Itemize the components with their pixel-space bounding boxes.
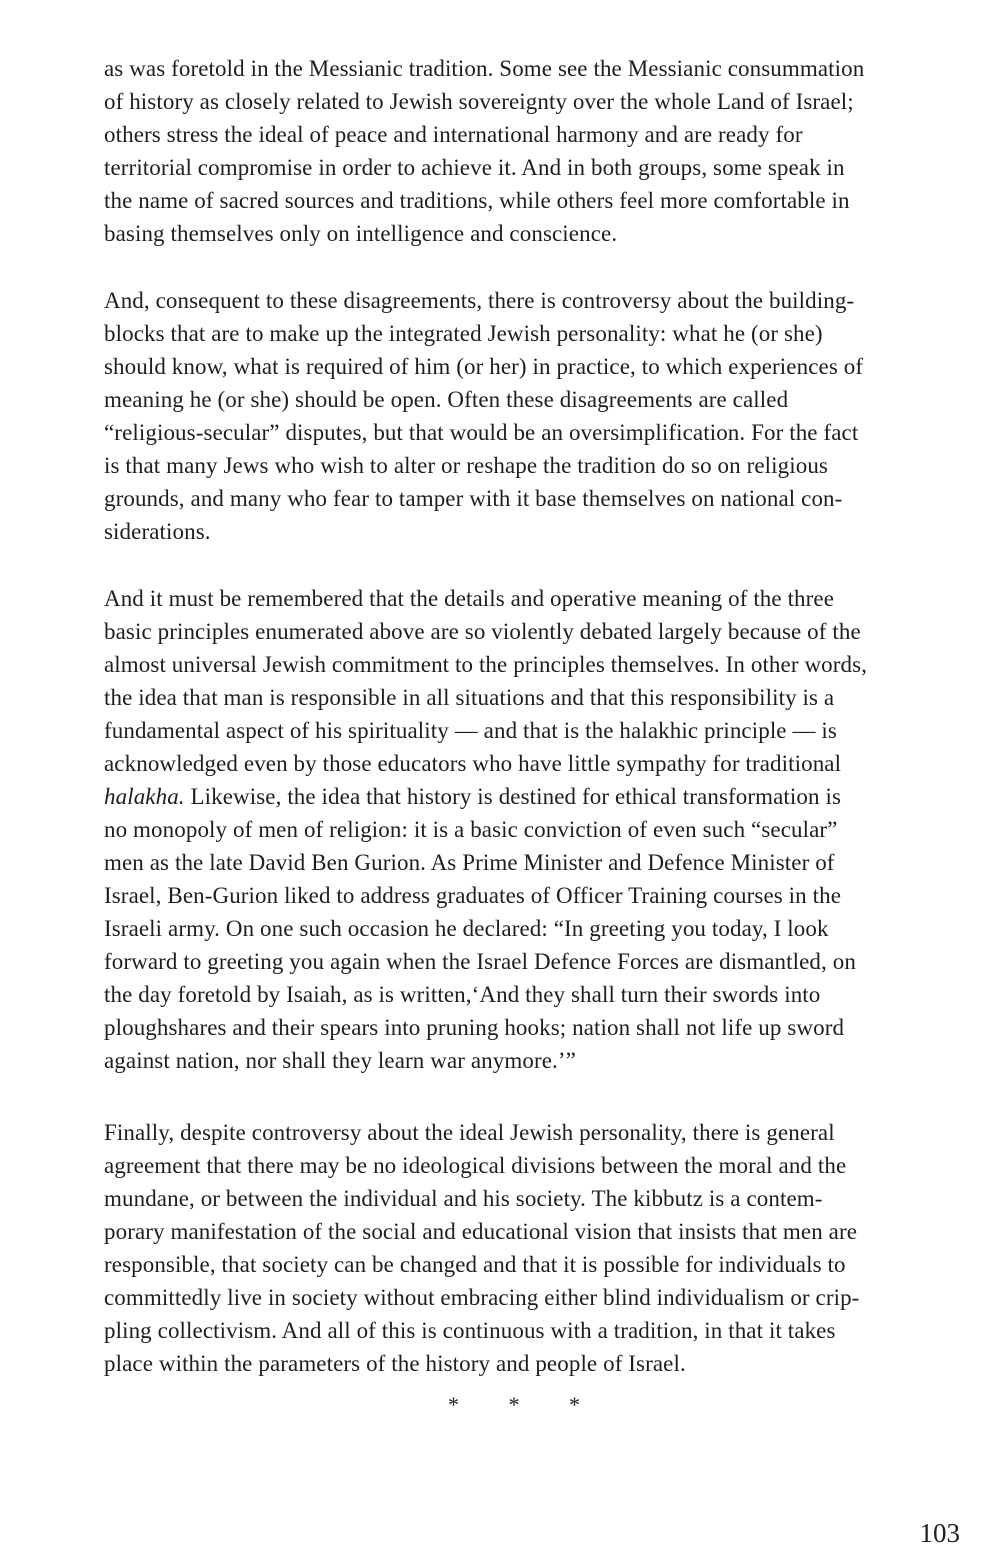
section-break-asterisks: * * * [448,1392,602,1417]
paragraph-4: Finally, despite controversy about the ideal Jewish personality, there is general agreement that there may be no ideological divisions between the moral and the mundane, or between the individual and his society. The kibbutz is a contem- porary manifestation of the social and educational vision that insists that men are responsible, that society can be changed and that it is possible for individuals to committedly live in society without embracing either blind individualism or crip- pling collectivism. And all of this is continuous with a tradition, in that it takes place within the parameters of the history and people of Israel. [104,1120,860,1376]
paragraph-3-text-b: Likewise, the idea that history is destined for ethical transformation is no monopoly of men of religion: it is a basic conviction of even such “secular” men as the late David Ben Gurion. As Prime Minister and Defence Minister of Israel, Ben-Gurion liked to address graduates of Officer Training courses in the Israeli army. On one such occasion he declared: “In greeting you today, I look forward to greeting you again when the Israel Defence Forces are dismantled, on the day foretold by Isaiah, as is written,‘And they shall turn their swords into ploughshares and their spears into pruning hooks; nation shall not life up sword against nation, nor shall they learn war anymore.’” [104,784,856,1073]
paragraph-3 [104,582,976,1077]
page-number: 103 [919,1518,960,1548]
paragraph-3-text-a: And it must be remembered that the details and operative meaning of the three basic principles enumerated above are so violently debated largely because of the almost universal Jewish commitment to the principles themselves. In other words, the idea that man is responsible in all situations and that this responsibility is a fundamental aspect of his spirituality — and that is the halakhic principle — is acknowledged even by those educators who have little sympathy for traditional [104,586,868,776]
paragraph-1: as was foretold in the Messianic tradition. Some see the Messianic consummation of history as closely related to Jewish sovereignty over the whole Land of Israel; others stress the ideal of peace and international harmony and are ready for territorial compromise in order to achieve it. And in both groups, some speak in the name of sacred sources and traditions, while others feel more comfortable in basing themselves only on intelligence and conscience. [104,56,865,246]
paragraph-2: And, consequent to these disagreements, there is controversy about the building- blocks that are to make up the integrated Jewish personality: what he (or she) should know, what is required of him (or her) in practice, to which experiences of meaning he (or she) should be open. Often these disagreements are called “religious-secular” disputes, but that would be an oversimplification. For the fact is that many Jews who wish to alter or reshape the tradition do so on religious grounds, and many who fear to tamper with it base themselves on national con- siderations. [104,288,864,544]
halakha-italic-term: halakha. [104,784,185,809]
